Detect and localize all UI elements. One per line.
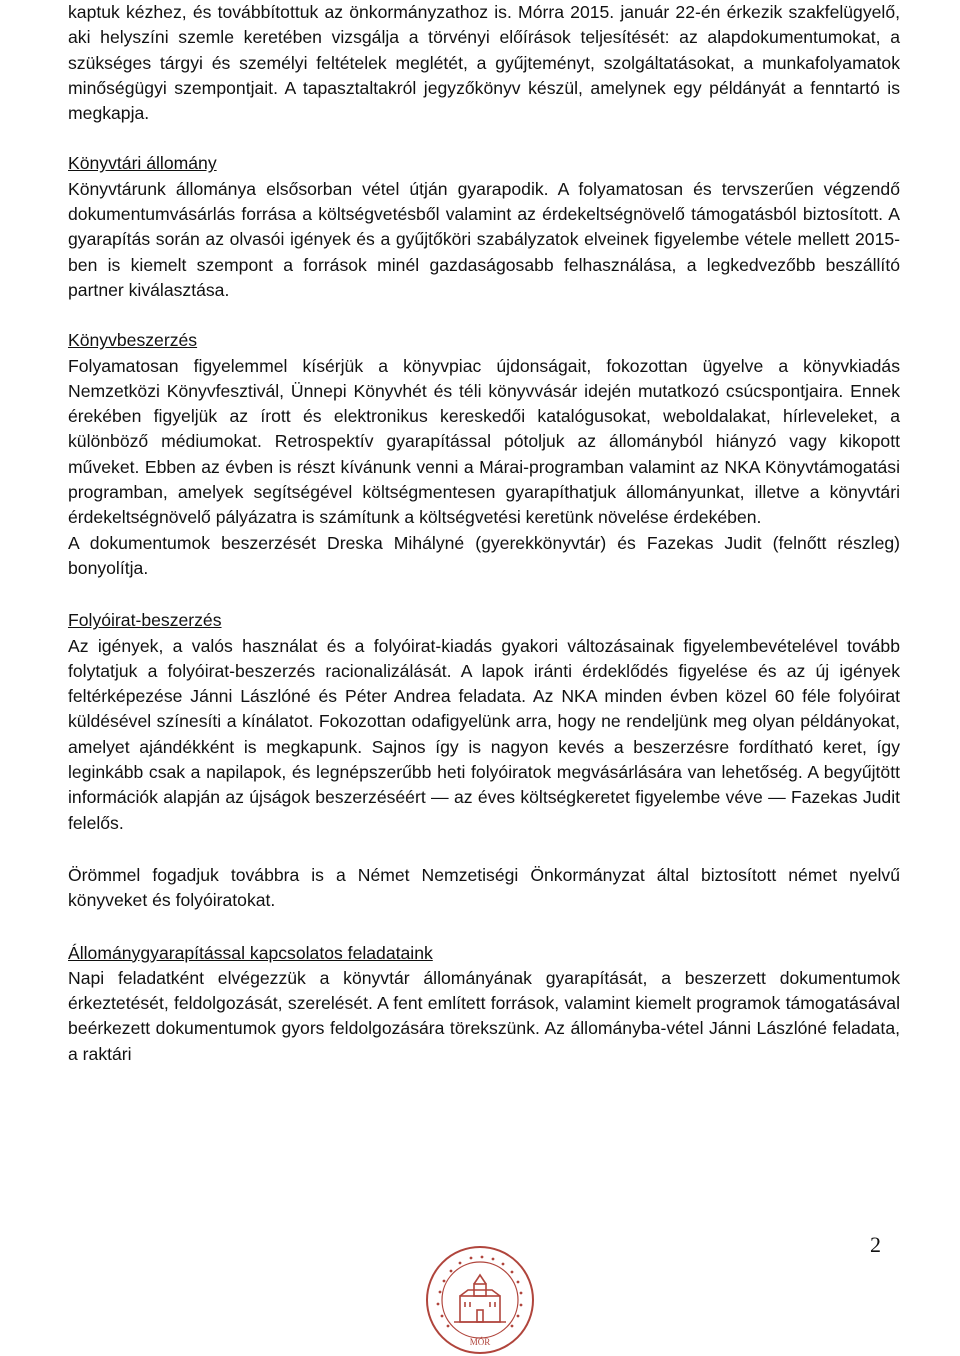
page-number: 2	[870, 1232, 881, 1257]
allomany-paragraph: Könyvtárunk állománya elsősorban vétel útján gyarapodik. A folyamatosan és tervszerűen végzendő dokumentumvásárlás forrása a költségvetésből valamint az érdekeltségnövelő támogatásból biztosított. A gyarapítás során az olvasói igények és a gyűjtőköri szabályzatok elveinek figyelembe vétele mellett 2015-ben is kiemelt szempont a források minél gazdaságosabb felhasználása, a legkedvezőbb beszállító partner kiválasztása.	[68, 178, 900, 300]
section-heading-konyvbeszerzes: Könyvbeszerzés	[68, 330, 198, 351]
folyoirat-paragraph: Az igények, a valós használat és a folyóirat-kiadás gyakori változásainak figyelembevételével tovább folytatjuk a folyóirat-beszerzés racionalizálását. A lapok iránti érdeklődés figyelése és az új igények feltérképezése Jánni Lászlóné és Péter Andrea feladata. Az NKA minden évben közel 60 féle folyóirat küldésével színesíti a kínálatot. Fokozottan odafigyelünk arra, hogy ne rendeljünk meg olyan példányokat, amelyet ajándékként is megkapunk. Sajnos így is nagyon kevés a beszerzésre fordítható keret, így leginkább csak a napilapok, és legnépszerűbb heti folyóiratok megvásárlására van lehetőség. A begyűjtött információk alapján az újságok beszerzéséért — az éves költségkeretet figyelembe véve — Fazekas Judit felelős.	[68, 635, 900, 833]
section-heading-feladatok: Állománygyarapítással kapcsolatos feladataink	[68, 942, 433, 963]
feladatok-paragraph: Napi feladatként elvégezzük a könyvtár állományának gyarapítását, a beszerzett dokumentumok érkeztetését, feldolgozását, szerelését. A fent említett források, valamint kiemelt programok támogatásával beérkezett dokumentumok gyors feldolgozására törekszünk. Az állományba-vétel Jánni Lászlóné feladata, a raktári	[68, 967, 900, 1064]
nemet-paragraph: Örömmel fogadjuk továbbra is a Német Nemzetiségi Önkormányzat által biztosított német nyelvű könyveket és folyóiratokat.	[68, 864, 900, 911]
section-heading-folyoirat: Folyóirat-beszerzés	[68, 610, 222, 631]
svg-text:MÓR: MÓR	[469, 1337, 491, 1347]
institution-seal-logo	[424, 1244, 536, 1356]
konyvbeszerzes-staff-paragraph: A dokumentumok beszerzését Dreska Mihályné (gyerekkönyvtár) és Fazekas Judit (felnőtt részleg) bonyolítja.	[68, 532, 900, 578]
document-page	[68, 0, 900, 1067]
intro-paragraph: kaptuk kézhez, és továbbítottuk az önkormányzathoz is. Mórra 2015. január 22-én érkezik szakfelügyelő, aki helyszíni szemle keretében vizsgálja a törvényi előírások teljesítését: az alapdokumentumokat, a szükséges tárgyi és személyi feltételek meglétét, a gyűjteményt, szolgáltatásokat, a munkafolyamatok minőségügyi szempontjait. A tapasztaltakról jegyzőkönyv készül, amelynek egy példányát a fenntartó is megkapja.	[68, 2, 900, 124]
konyvbeszerzes-paragraph: Folyamatosan figyelemmel kísérjük a könyvpiac újdonságait, fokozottan ügyelve a könyvkiadás Nemzetközi Könyvfesztivál, Ünnepi Könyvhét és téli könyvvásár idején mutatkozó csúcspontjaira. Ennek érekében figyeljük az írott és elektronikus kereskedői katalógusokat, weboldalakat, hírleveleket, a különböző médiumokat. Retrospektív gyarapítással pótoljuk az állományból hiányzó vagy kikopott műveket. Ebben az évben is részt kívánunk venni a Márai-programban valamint az NKA Könyvtámogatási programban, amelyek segítségével költségmentesen gyarapíthatjuk állományunkat, illetve a könyvtári érdekeltségnövelő pályázatra is számítunk a költségvetési keretünk növelése érdekében.	[68, 355, 900, 528]
section-heading-allomany: Könyvtári állomány	[68, 153, 217, 174]
